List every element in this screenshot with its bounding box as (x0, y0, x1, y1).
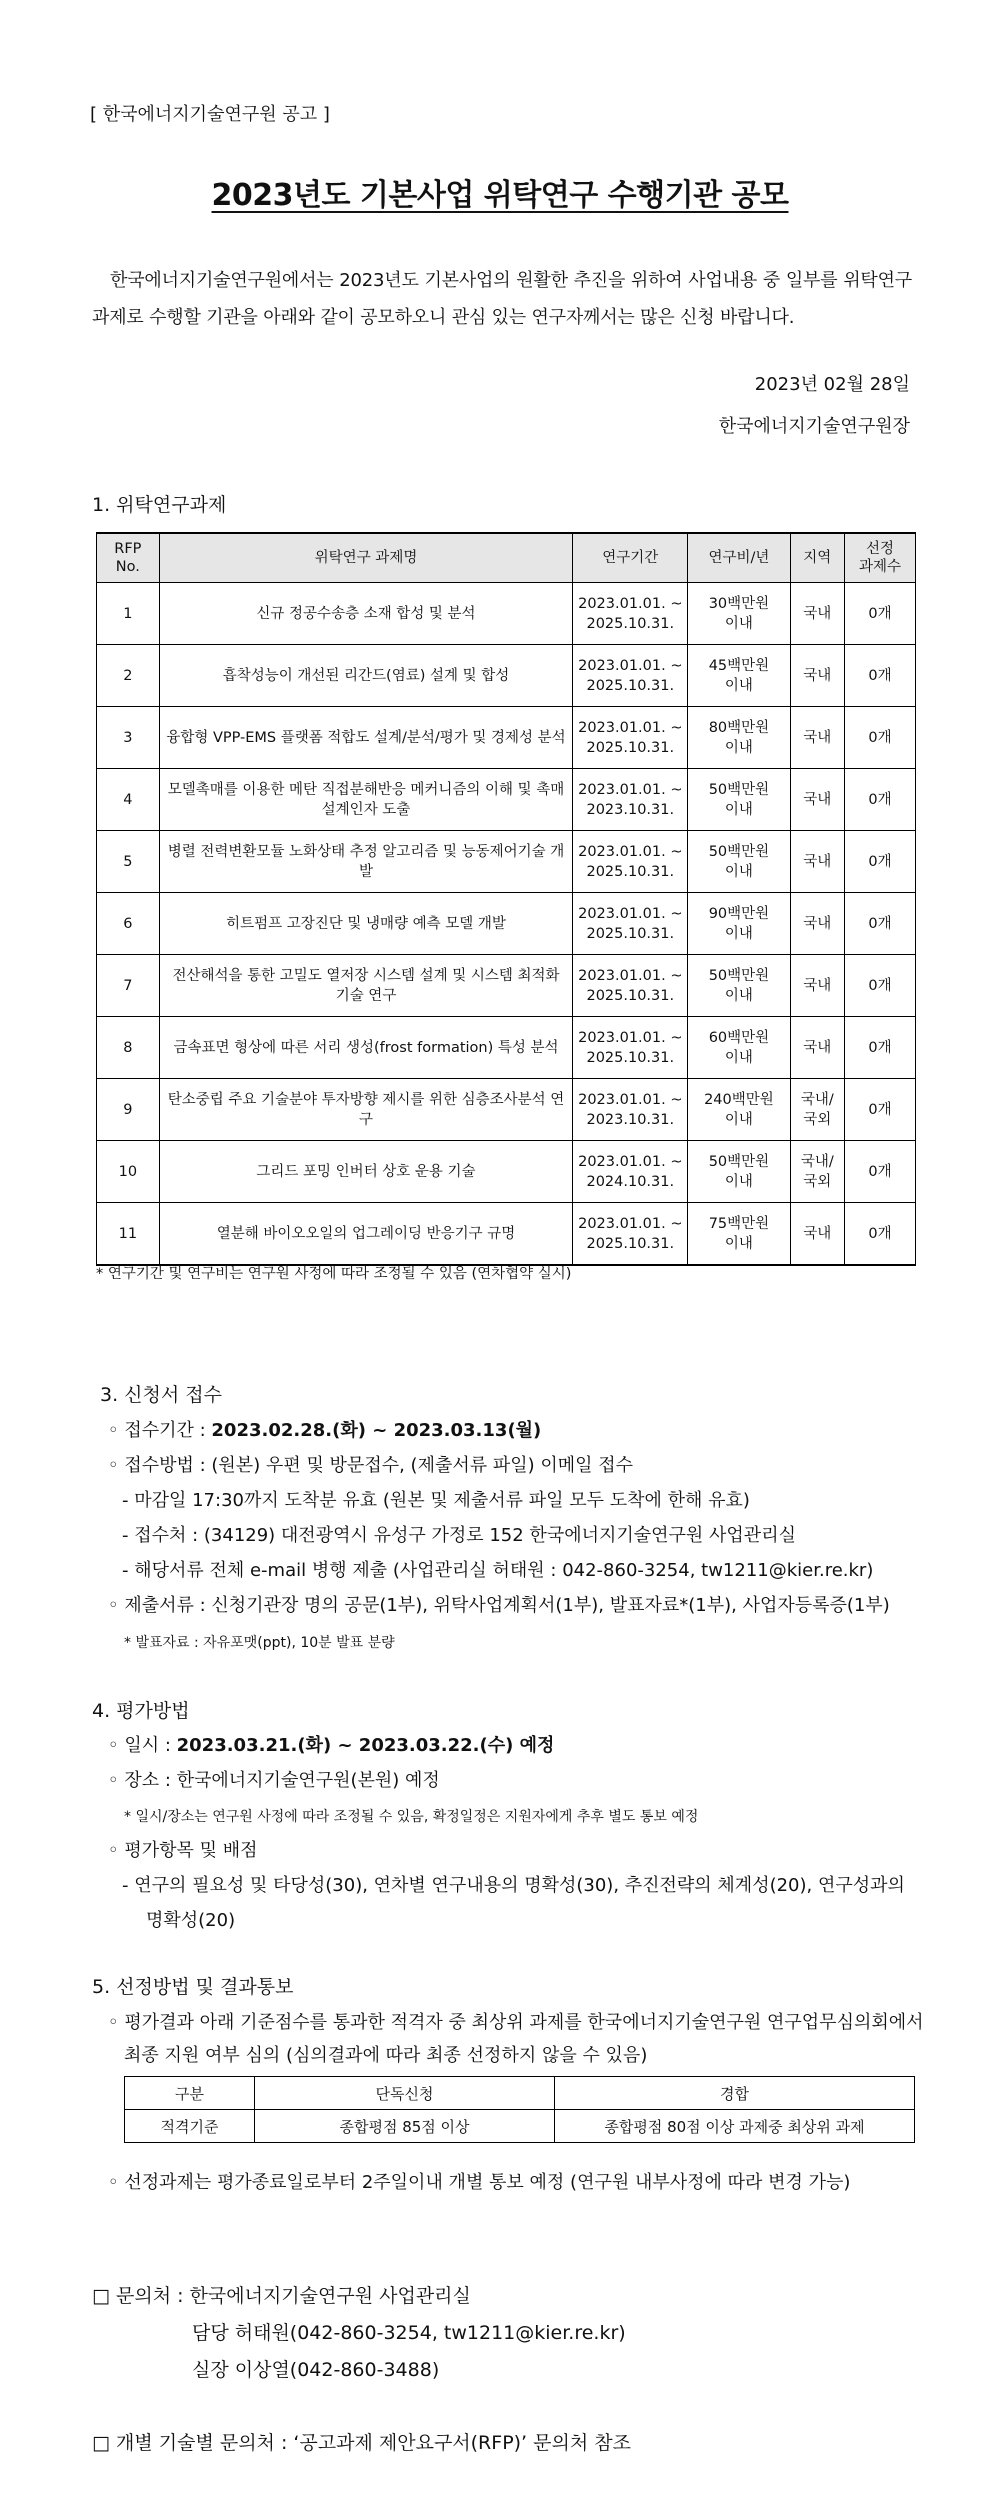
col-count: 선정 과제수 (844, 533, 915, 583)
receipt-period: ◦ 접수기간 : 2023.02.28.(화) ~ 2023.03.13(월) (108, 1420, 542, 1441)
table-row (97, 1017, 916, 1079)
criteria-r-type: 적격기준 (125, 2110, 255, 2143)
table-row (97, 769, 916, 831)
notice-date: 2023년 02월 28일 (754, 374, 910, 395)
page-title: 2023년도 기본사업 위탁연구 수행기관 공모 (211, 178, 789, 213)
table-row (97, 893, 916, 955)
rfp-no: 10 (97, 1141, 160, 1203)
criteria-r-single: 종합평점 85점 이상 (255, 2110, 555, 2143)
col-period: 연구기간 (573, 533, 688, 583)
task-count: 0개 (844, 893, 915, 955)
criteria-table (124, 2076, 915, 2143)
task-budget: 50백만원 이내 (688, 831, 790, 893)
eval-place: ◦ 장소 : 한국에너지기술연구원(본원) 예정 (108, 1770, 440, 1791)
task-budget: 80백만원 이내 (688, 707, 790, 769)
task-count: 0개 (844, 1079, 915, 1141)
criteria-h-single: 단독신청 (255, 2077, 555, 2110)
task-name: 모델촉매를 이용한 메탄 직접분해반응 메커니즘의 이해 및 촉매설계인자 도출 (159, 769, 573, 831)
contact-line3: 실장 이상열(042-860-3488) (192, 2359, 440, 2381)
task-count: 0개 (844, 645, 915, 707)
rfp-no: 8 (97, 1017, 160, 1079)
rfp-no: 6 (97, 893, 160, 955)
criteria-h-compete: 경합 (555, 2077, 915, 2110)
table-row (97, 1203, 916, 1266)
rfp-table-header (97, 533, 916, 583)
task-name: 신규 정공수송층 소재 합성 및 분석 (159, 583, 573, 645)
rfp-no: 9 (97, 1079, 160, 1141)
eval-criteria-heading: ◦ 평가항목 및 배점 (108, 1840, 258, 1861)
rfp-no: 11 (97, 1203, 160, 1266)
task-period: 2023.01.01. ~ 2025.10.31. (573, 1017, 688, 1079)
col-rfp-no: RFP No. (97, 533, 160, 583)
task-period: 2023.01.01. ~ 2025.10.31. (573, 955, 688, 1017)
task-period: 2023.01.01. ~ 2024.10.31. (573, 1141, 688, 1203)
section5-heading: 5. 선정방법 및 결과통보 (92, 1976, 294, 1998)
col-task-name: 위탁연구 과제명 (159, 533, 573, 583)
task-region: 국내 (790, 583, 844, 645)
receipt-place: - 접수처 : (34129) 대전광역시 유성구 가정로 152 한국에너지기술연구원 사업관리실 (122, 1525, 796, 1546)
task-count: 0개 (844, 831, 915, 893)
selection-method-line1: ◦ 평가결과 아래 기준점수를 통과한 적격자 중 최상위 과제를 한국에너지기술연구원 연구업무심의회에서 (108, 2012, 924, 2033)
task-count: 0개 (844, 707, 915, 769)
eval-criteria-line1: - 연구의 필요성 및 타당성(30), 연차별 연구내용의 명확성(30), 추진전략의 체계성(20), 연구성과의 (122, 1875, 905, 1896)
rfp-no: 5 (97, 831, 160, 893)
task-region: 국내 (790, 769, 844, 831)
eval-place-note: * 일시/장소는 연구원 사정에 따라 조정될 수 있음, 확정일정은 지원자에게 추후 별도 통보 예정 (124, 1809, 699, 1825)
task-name: 탄소중립 주요 기술분야 투자방향 제시를 위한 심층조사분석 연구 (159, 1079, 573, 1141)
task-budget: 50백만원 이내 (688, 1141, 790, 1203)
table-row (97, 707, 916, 769)
task-name: 열분해 바이오오일의 업그레이딩 반응기구 규명 (159, 1203, 573, 1266)
task-period: 2023.01.01. ~ 2023.10.31. (573, 769, 688, 831)
task-count: 0개 (844, 583, 915, 645)
task-period: 2023.01.01. ~ 2025.10.31. (573, 1203, 688, 1266)
task-region: 국내 (790, 831, 844, 893)
documents-note: * 발표자료 : 자유포맷(ppt), 10분 발표 분량 (124, 1635, 395, 1651)
task-budget: 50백만원 이내 (688, 955, 790, 1017)
receipt-method: ◦ 접수방법 : (원본) 우편 및 방문접수, (제출서류 파일) 이메일 접수 (108, 1455, 634, 1476)
receipt-deadline: - 마감일 17:30까지 도착분 유효 (원본 및 제출서류 파일 모두 도착에 한해 유효) (122, 1490, 750, 1511)
section1-heading: 1. 위탁연구과제 (92, 494, 227, 516)
task-count: 0개 (844, 1017, 915, 1079)
contact-line4: □ 개별 기술별 문의처 : ‘공고과제 제안요구서(RFP)’ 문의처 참조 (92, 2432, 631, 2454)
task-budget: 240백만원 이내 (688, 1079, 790, 1141)
criteria-r-compete: 종합평점 80점 이상 과제중 최상위 과제 (555, 2110, 915, 2143)
section3-heading: 3. 신청서 접수 (100, 1384, 222, 1406)
criteria-h-type: 구분 (125, 2077, 255, 2110)
selection-notify: ◦ 선정과제는 평가종료일로부터 2주일이내 개별 통보 예정 (연구원 내부사정에 따라 변경 가능) (108, 2172, 851, 2193)
eval-criteria-line2: 명확성(20) (146, 1910, 236, 1931)
rfp-no: 1 (97, 583, 160, 645)
col-budget: 연구비/년 (688, 533, 790, 583)
task-region: 국내 (790, 707, 844, 769)
task-region: 국내 (790, 645, 844, 707)
task-name: 그리드 포밍 인버터 상호 운용 기술 (159, 1141, 573, 1203)
task-period: 2023.01.01. ~ 2025.10.31. (573, 645, 688, 707)
task-budget: 50백만원 이내 (688, 769, 790, 831)
task-period: 2023.01.01. ~ 2025.10.31. (573, 583, 688, 645)
criteria-table-header (125, 2077, 915, 2110)
task-region: 국내 (790, 1203, 844, 1266)
criteria-table-row (125, 2110, 915, 2143)
task-name: 히트펌프 고장진단 및 냉매량 예측 모델 개발 (159, 893, 573, 955)
task-budget: 45백만원 이내 (688, 645, 790, 707)
contact-line2: 담당 허태원(042-860-3254, tw1211@kier.re.kr) (192, 2322, 626, 2344)
task-count: 0개 (844, 955, 915, 1017)
rfp-no: 7 (97, 955, 160, 1017)
task-period: 2023.01.01. ~ 2025.10.31. (573, 831, 688, 893)
task-budget: 60백만원 이내 (688, 1017, 790, 1079)
notice-label: [ 한국에너지기술연구원 공고 ] (90, 104, 330, 125)
selection-method-line2: 최종 지원 여부 심의 (심의결과에 따라 최종 선정하지 않을 수 있음) (124, 2045, 648, 2066)
rfp-no: 3 (97, 707, 160, 769)
col-region: 지역 (790, 533, 844, 583)
task-budget: 75백만원 이내 (688, 1203, 790, 1266)
task-budget: 90백만원 이내 (688, 893, 790, 955)
table-row (97, 645, 916, 707)
task-count: 0개 (844, 769, 915, 831)
section4-heading: 4. 평가방법 (92, 1700, 190, 1722)
task-period: 2023.01.01. ~ 2025.10.31. (573, 893, 688, 955)
receipt-email: - 해당서류 전체 e-mail 병행 제출 (사업관리실 허태원 : 042-860-3254, tw1211@kier.re.kr) (122, 1560, 874, 1581)
table-row (97, 1079, 916, 1141)
task-budget: 30백만원 이내 (688, 583, 790, 645)
task-region: 국내 (790, 955, 844, 1017)
table-row (97, 955, 916, 1017)
issuer-name: 한국에너지기술연구원장 (718, 416, 910, 437)
task-name: 병렬 전력변환모듈 노화상태 추정 알고리즘 및 능동제어기술 개발 (159, 831, 573, 893)
task-region: 국내/국외 (790, 1079, 844, 1141)
table-row (97, 1141, 916, 1203)
task-region: 국내/국외 (790, 1141, 844, 1203)
eval-date: ◦ 일시 : 2023.03.21.(화) ~ 2023.03.22.(수) 예정 (108, 1735, 555, 1756)
submit-documents: ◦ 제출서류 : 신청기관장 명의 공문(1부), 위탁사업계획서(1부), 발표자료*(1부), 사업자등록증(1부) (108, 1595, 890, 1616)
task-name: 흡착성능이 개선된 리간드(염료) 설계 및 합성 (159, 645, 573, 707)
table-row (97, 831, 916, 893)
task-period: 2023.01.01. ~ 2025.10.31. (573, 707, 688, 769)
table-row (97, 583, 916, 645)
task-region: 국내 (790, 893, 844, 955)
task-name: 전산해석을 통한 고밀도 열저장 시스템 설계 및 시스템 최적화 기술 연구 (159, 955, 573, 1017)
rfp-table (96, 532, 916, 1266)
task-name: 금속표면 형상에 따른 서리 생성(frost formation) 특성 분석 (159, 1017, 573, 1079)
task-name: 융합형 VPP-EMS 플랫폼 적합도 설계/분석/평가 및 경제성 분석 (159, 707, 573, 769)
task-region: 국내 (790, 1017, 844, 1079)
task-count: 0개 (844, 1141, 915, 1203)
rfp-no: 2 (97, 645, 160, 707)
contact-line1: □ 문의처 : 한국에너지기술연구원 사업관리실 (92, 2285, 471, 2307)
task-period: 2023.01.01. ~ 2023.10.31. (573, 1079, 688, 1141)
task-count: 0개 (844, 1203, 915, 1266)
rfp-footnote: * 연구기간 및 연구비는 연구원 사정에 따라 조정될 수 있음 (연차협약 실시) (96, 1266, 572, 1282)
rfp-no: 4 (97, 769, 160, 831)
intro-paragraph: 한국에너지기술연구원에서는 2023년도 기본사업의 원활한 추진을 위하여 사업내용 중 일부를 위탁연구과제로 수행할 기관을 아래와 같이 공모하오니 관심 있는 연구자께서는 많은 신청 바랍니다. (92, 270, 912, 328)
